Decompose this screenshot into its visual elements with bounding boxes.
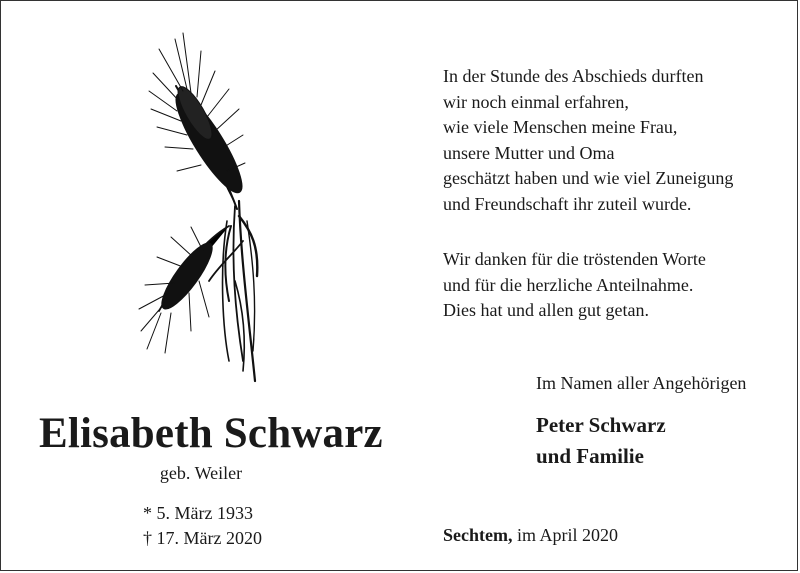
wheat-ears-icon <box>131 31 281 386</box>
deceased-name: Elisabeth Schwarz <box>39 410 383 457</box>
poem-line: In der Stunde des Abschieds durften <box>443 66 704 86</box>
thanks-line: Wir danken für die tröstenden Worte <box>443 249 706 269</box>
signer-block <box>536 410 666 472</box>
on-behalf-line: Im Namen aller Angehörigen <box>536 373 747 393</box>
date-text: im April 2020 <box>512 525 618 545</box>
poem-line: wir noch einmal erfahren, <box>443 91 629 112</box>
signer-family: und Familie <box>536 444 644 468</box>
place-date-line <box>443 525 618 546</box>
poem-line: und Freundschaft ihr zuteil wurde. <box>443 193 692 214</box>
death-date: † 17. März 2020 <box>143 528 262 548</box>
farewell-poem <box>443 64 733 217</box>
maiden-name: geb. Weiler <box>159 463 243 483</box>
poem-line: unsere Mutter und Oma <box>443 142 615 163</box>
thanks-line: und für die herzliche Anteilnahme. <box>443 274 694 295</box>
poem-line: geschätzt haben und wie viel Zuneigung <box>443 168 734 188</box>
thanks-text <box>443 247 706 324</box>
signer-name: Peter Schwarz <box>536 413 666 437</box>
place-name: Sechtem, <box>443 525 513 545</box>
birth-date: * 5. März 1933 <box>143 503 253 523</box>
poem-line: wie viele Menschen meine Frau, <box>443 117 678 137</box>
thanks-line: Dies hat und allen gut getan. <box>443 300 649 320</box>
life-dates <box>143 501 262 551</box>
